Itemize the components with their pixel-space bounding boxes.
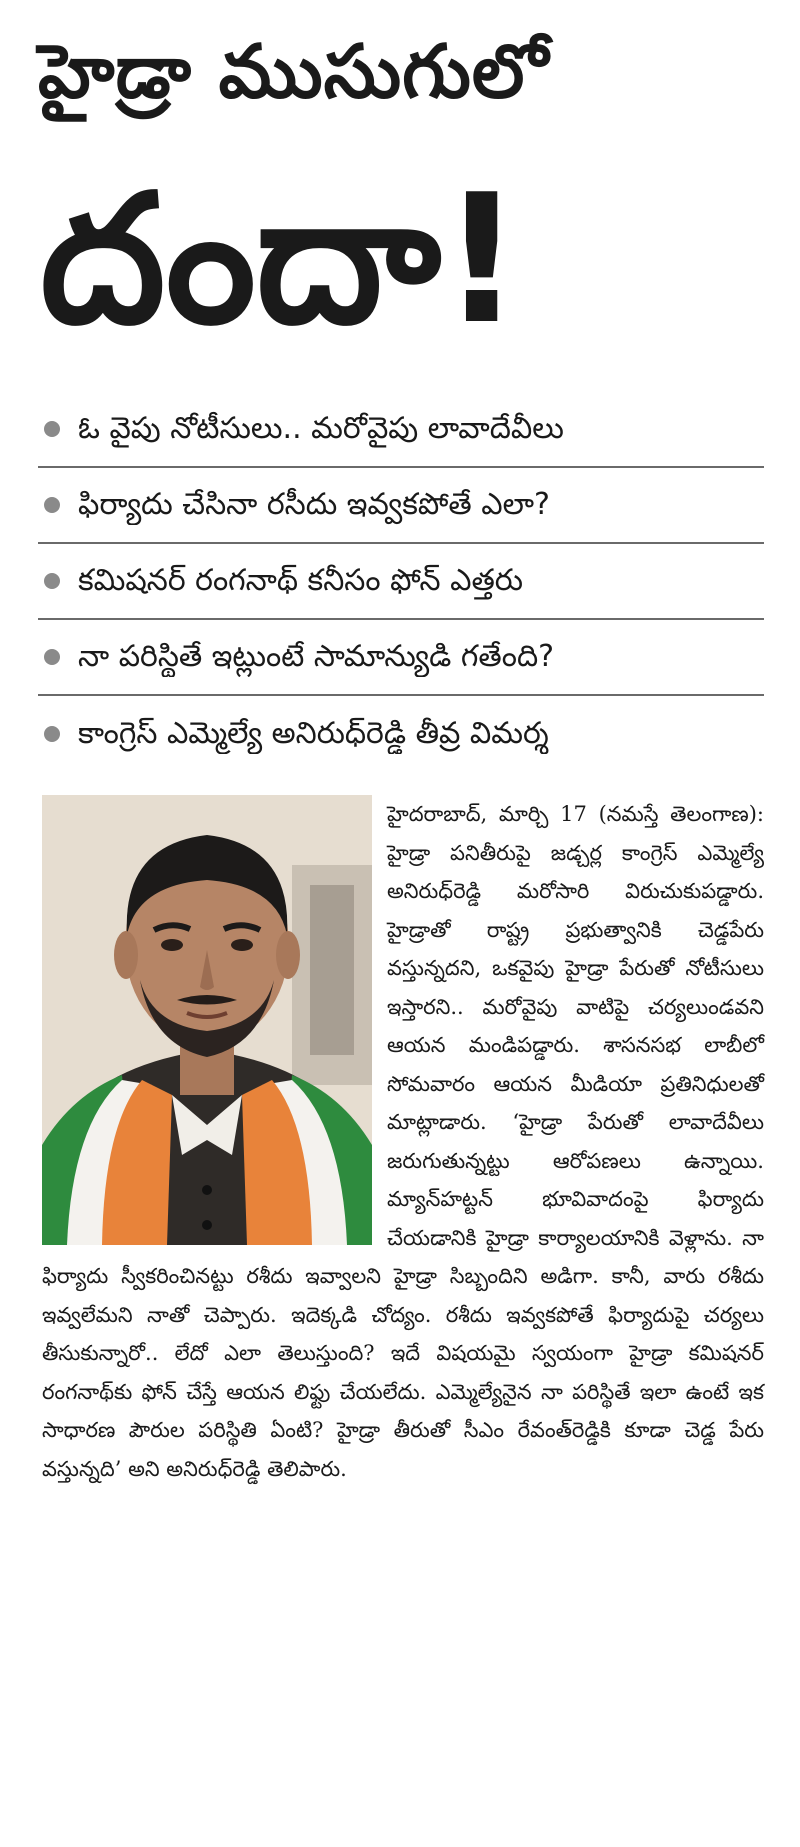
bullet-item [38,620,764,696]
article-body-text: హైదరాబాద్, మార్చి 17 (నమస్తే తెలంగాణ): హైడ్రా పనితీరుపై జడ్చర్ల కాంగ్రెస్ ఎమ్మెల్యే అనిరుధ్‌రెడ్డి మరోసారి విరుచుకుపడ్డారు. హైడ్రాతో రాష్ట్ర ప్రభుత్వానికి చెడ్డపేరు వస్తున్నదని, ఒకవైపు హైడ్రా పేరుతో నోటీసులు ఇస్తారని.. మరోవైపు వాటిపై చర్యలుండవని ఆయన మండిపడ్డారు. శాసనసభ లాబీలో సోమవారం ఆయన మీడియా ప్రతినిధులతో మాట్లాడారు. ‘హైడ్రా పేరుతో లావాదేవీలు జరుగుతున్నట్టు ఆరోపణలు ఉన్నాయి. మ్యాన్‌హట్టన్ భూవివాదంపై ఫిర్యాదు చేయడానికి హైడ్రా కార్యాలయానికి వెళ్లాను. నా ఫిర్యాదు స్వీకరించినట్టు రశీదు ఇవ్వాలని హైడ్రా సిబ్బందిని అడిగా. కానీ, వారు రశీదు ఇవ్వలేమని నాతో చెప్పారు. ఇదెక్కడి చోద్యం. రశీదు ఇవ్వకపోతే ఫిర్యాదుపై చర్యలు తీసుకున్నారో.. లేదో ఎలా తెలుస్తుంది? ఇదే విషయమై స్వయంగా హైడ్రా కమిషనర్ రంగనాథ్‌కు ఫోన్ చేస్తే ఆయన లిఫ్టు చేయలేదు. ఎమ్మెల్యేనైన నా పరిస్థితే ఇలా ఉంటే ఇక సాధారణ పౌరుల పరిస్థితి ఏంటి? హైడ్రా తీరుతో సీఎం రేవంత్‌రెడ్డికి కూడా చెడ్డ పేరు వస్తున్నది’ అని అనిరుధ్‌రెడ్డి తెలిపారు. [42,802,764,1481]
bullet-item [38,544,764,620]
bullet-text: ఫిర్యాదు చేసినా రసీదు ఇవ్వకపోతే ఎలా? [78,487,550,522]
bullet-list [38,392,764,772]
bullet-dot-icon [44,573,60,589]
bullet-item [38,696,764,772]
bullet-dot-icon [44,649,60,665]
bullet-item [38,392,764,468]
bullet-text: కాంగ్రెస్ ఎమ్మెల్యే అనిరుధ్‌రెడ్డి తీవ్ర విమర్శ [78,716,549,751]
bullet-text: నా పరిస్థితే ఇట్లుంటే సామాన్యుడి గతేంది? [78,639,555,674]
article-body [42,795,764,1488]
headline-line-2: దందా! [40,156,523,363]
bullet-dot-icon [44,726,60,742]
bullet-text: ఓ వైపు నోటీసులు.. మరోవైపు లావాదేవీలు [78,411,564,446]
bullet-item [38,468,764,544]
bullet-text: కమిషనర్ రంగనాథ్ కనీసం ఫోన్ ఎత్తరు [78,563,523,598]
photo-wrap-spacer [42,795,387,1250]
bullet-dot-icon [44,421,60,437]
headline-line-1: హైడ్రా ముసుగులో [38,29,550,115]
bullet-dot-icon [44,497,60,513]
